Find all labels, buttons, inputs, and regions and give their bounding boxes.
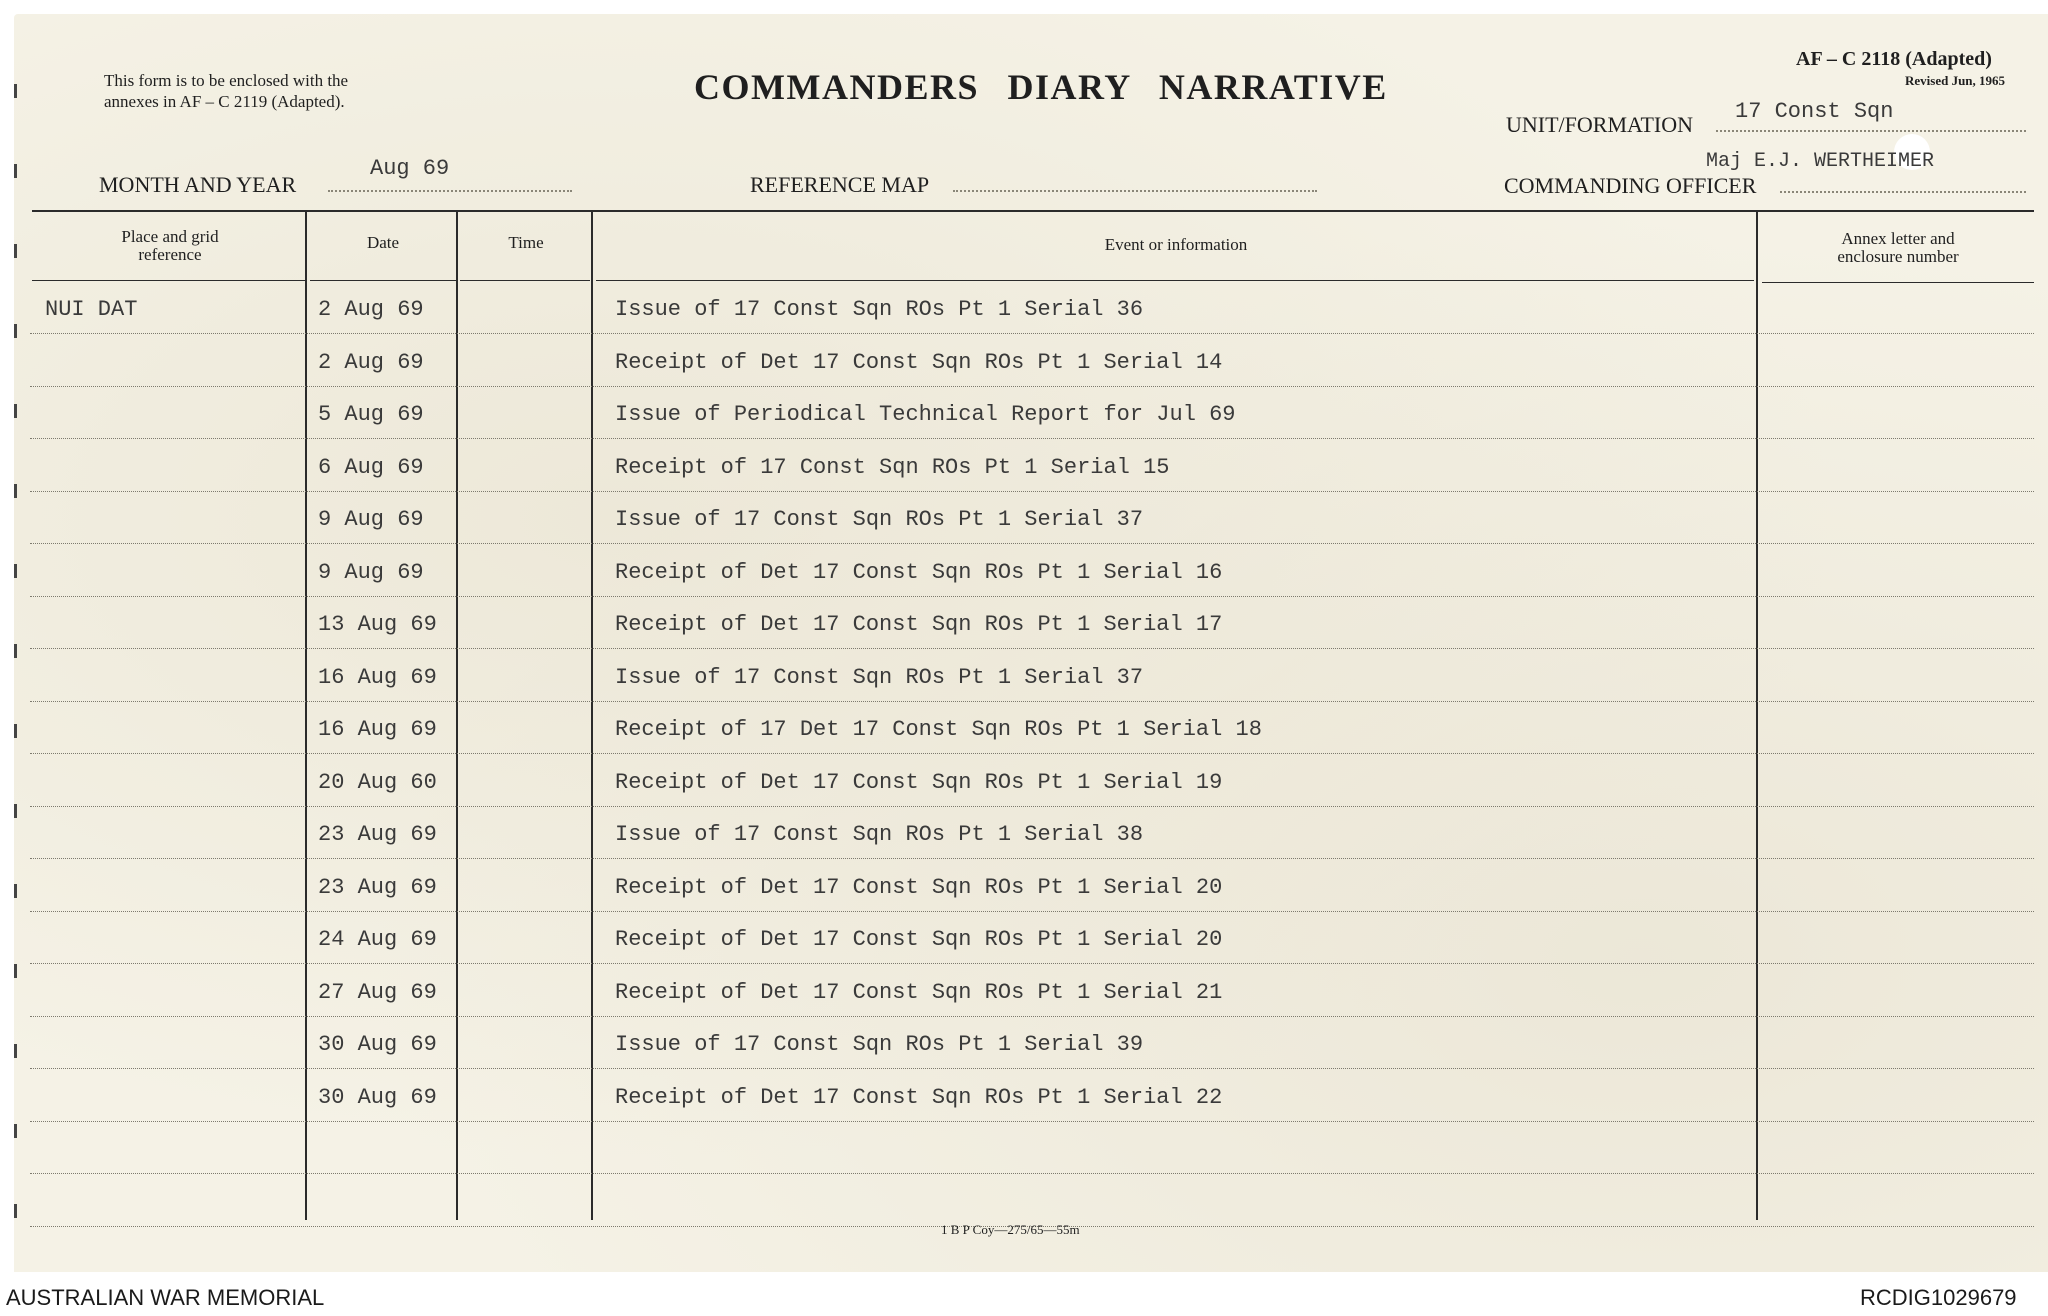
binding-edge-marks: [14, 54, 20, 1254]
revision-date: Revised Jun, 1965: [1905, 73, 2006, 88]
month-year-label: MONTH AND YEAR: [99, 172, 297, 197]
archive-item-id: RCDIG1029679: [1860, 1285, 2017, 1310]
commanding-officer-line: [1780, 191, 2026, 193]
entry-date: 20 Aug 60: [318, 769, 437, 795]
entry-event: Receipt of Det 17 Const Sqn ROs Pt 1 Serial 17: [615, 612, 1223, 637]
row-ruling: [30, 911, 2034, 912]
entry-event: Receipt of Det 17 Const Sqn ROs Pt 1 Serial 20: [615, 927, 1223, 952]
month-year-value: Aug 69: [370, 156, 450, 181]
header-underline-event: [596, 280, 1754, 281]
header-underline-place: [32, 280, 306, 281]
entry-event: Receipt of Det 17 Const Sqn ROs Pt 1 Serial 21: [615, 979, 1223, 1005]
table-top-rule: [32, 210, 2034, 212]
unit-formation-value: 17 Const Sqn: [1735, 99, 1894, 124]
entry-event: Issue of Periodical Technical Report for Jul 69: [615, 402, 1236, 427]
row-ruling: [30, 438, 2034, 439]
entry-event: Receipt of Det 17 Const Sqn ROs Pt 1 Serial 19: [615, 769, 1223, 795]
entry-date: 6 Aug 69: [318, 454, 424, 480]
row-ruling: [30, 701, 2034, 702]
row-ruling: [30, 1016, 2034, 1017]
form-reference: AF – C 2118 (Adapted): [1796, 48, 1992, 70]
header-underline-annex: [1762, 282, 2034, 283]
entry-date: 9 Aug 69: [318, 507, 424, 532]
entry-date: 2 Aug 69: [318, 349, 424, 375]
printer-imprint: 1 B P Coy—275/65—55m: [941, 1222, 1080, 1237]
diary-form-sheet: [14, 14, 2048, 1272]
col-header-date: Date: [366, 233, 400, 252]
entry-date: 16 Aug 69: [318, 717, 437, 742]
header-underline-date: [310, 280, 456, 281]
entry-date: 16 Aug 69: [318, 664, 437, 690]
unit-formation-line: [1716, 130, 2026, 132]
entry-event: Receipt of 17 Det 17 Const Sqn ROs Pt 1 Serial 18: [615, 717, 1262, 742]
row-ruling: [30, 858, 2034, 859]
entry-event: Receipt of 17 Const Sqn ROs Pt 1 Serial 15: [615, 454, 1170, 480]
commanding-officer-value: Maj E.J. WERTHEIMER: [1706, 150, 1935, 173]
col-header-annex: Annex letter and enclosure number: [1837, 229, 1959, 266]
row-ruling: [30, 491, 2034, 492]
reference-map-label: REFERENCE MAP: [750, 172, 930, 197]
row-ruling: [30, 596, 2034, 597]
unit-formation-label: UNIT/FORMATION: [1506, 112, 1693, 137]
entry-event: Receipt of Det 17 Const Sqn ROs Pt 1 Serial 14: [615, 349, 1223, 375]
row-ruling: [30, 806, 2034, 807]
entry-date: 30 Aug 69: [318, 1084, 437, 1110]
row-ruling: [30, 543, 2034, 544]
commanding-officer-label: COMMANDING OFFICER: [1504, 173, 1757, 198]
row-ruling: [30, 963, 2034, 964]
entry-date: 13 Aug 69: [318, 612, 437, 637]
row-ruling: [30, 1173, 2034, 1174]
row-ruling: [30, 648, 2034, 649]
entry-date: 2 Aug 69: [318, 297, 424, 322]
entry-date: 24 Aug 69: [318, 927, 437, 952]
entry-date: 5 Aug 69: [318, 402, 424, 427]
col-header-event: Event or information: [1104, 235, 1248, 254]
col-header-place: Place and grid reference: [121, 227, 219, 264]
archive-source-label: AUSTRALIAN WAR MEMORIAL: [6, 1285, 325, 1310]
entry-date: 30 Aug 69: [318, 1032, 437, 1057]
entry-event: Issue of 17 Const Sqn ROs Pt 1 Serial 37: [615, 664, 1144, 690]
header-underline-time: [460, 280, 590, 281]
entry-date: 27 Aug 69: [318, 979, 437, 1005]
enclosure-note: This form is to be enclosed with the annexes in AF – C 2119 (Adapted).: [104, 71, 349, 111]
col-header-time: Time: [508, 233, 544, 252]
reference-map-line: [953, 190, 1317, 192]
entry-event: Issue of 17 Const Sqn ROs Pt 1 Serial 38: [615, 822, 1144, 847]
row-ruling: [30, 753, 2034, 754]
page-title: COMMANDERS DIARY NARRATIVE: [694, 67, 1388, 107]
entry-event: Receipt of Det 17 Const Sqn ROs Pt 1 Serial 20: [615, 874, 1223, 900]
entry-date: 9 Aug 69: [318, 559, 424, 585]
entry-event: Issue of 17 Const Sqn ROs Pt 1 Serial 36: [615, 297, 1144, 322]
entry-event: Issue of 17 Const Sqn ROs Pt 1 Serial 39: [615, 1032, 1144, 1057]
entry-date: 23 Aug 69: [318, 874, 437, 900]
entry-place: NUI DAT: [45, 297, 138, 322]
entry-event: Receipt of Det 17 Const Sqn ROs Pt 1 Serial 16: [615, 559, 1223, 585]
entry-event: Issue of 17 Const Sqn ROs Pt 1 Serial 37: [615, 507, 1144, 532]
entry-date: 23 Aug 69: [318, 822, 437, 847]
entry-event: Receipt of Det 17 Const Sqn ROs Pt 1 Serial 22: [615, 1084, 1223, 1110]
row-ruling: [30, 1068, 2034, 1069]
row-ruling: [30, 386, 2034, 387]
row-ruling: [30, 333, 2034, 334]
row-ruling: [30, 1121, 2034, 1122]
month-year-line: [328, 190, 572, 192]
